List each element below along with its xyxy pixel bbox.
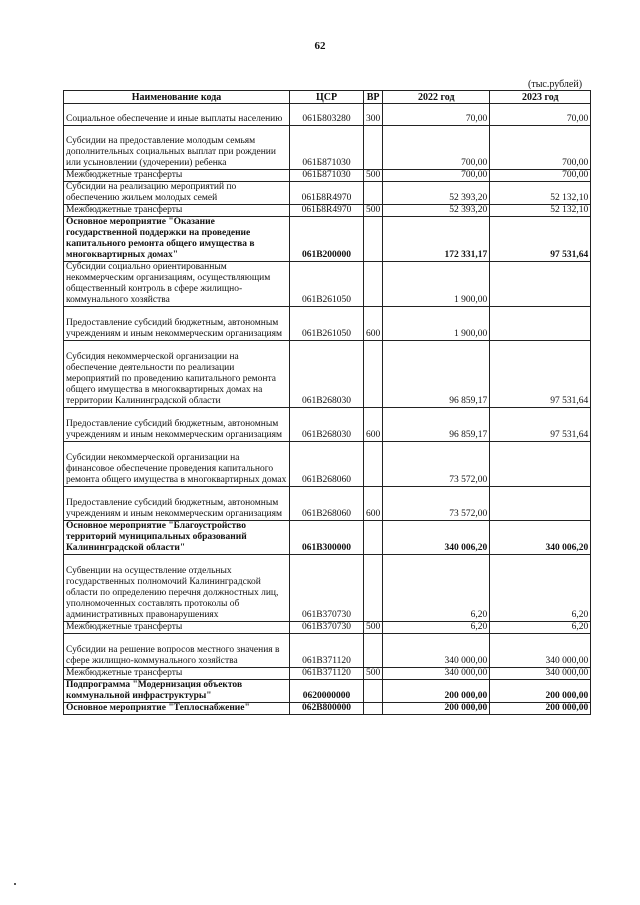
row-name: Субсидия некоммерческой организации на обеспечение деятельности по реализации мероприятий по проведению капитального ремонта общего имущества в многоквартирных домах на территории Калининградской области <box>64 341 290 408</box>
row-2023: 340 006,20 <box>490 521 591 555</box>
row-2022: 172 331,17 <box>383 217 490 262</box>
row-vr: 500 <box>364 170 383 182</box>
row-2022: 70,00 <box>383 104 490 126</box>
scan-mark <box>14 883 16 885</box>
row-vr: 600 <box>364 487 383 521</box>
row-2022: 200 000,00 <box>383 680 490 703</box>
table-row <box>64 104 591 126</box>
row-name: Предоставление субсидий бюджетным, автономным учреждениям и иным некоммерческим организациям <box>64 487 290 521</box>
row-2023: 52 132,10 <box>490 205 591 217</box>
row-vr <box>364 442 383 487</box>
row-code: 061В268030 <box>290 341 364 408</box>
row-name: Межбюджетные трансферты <box>64 622 290 634</box>
row-code: 0620000000 <box>290 680 364 703</box>
row-code: 061Б803280 <box>290 104 364 126</box>
row-2022: 6,20 <box>383 555 490 622</box>
table-row <box>64 126 591 170</box>
row-2023: 700,00 <box>490 126 591 170</box>
table-row <box>64 217 591 262</box>
row-2023: 97 531,64 <box>490 341 591 408</box>
row-2022: 200 000,00 <box>383 703 490 715</box>
row-2022: 73 572,00 <box>383 487 490 521</box>
row-2023: 70,00 <box>490 104 591 126</box>
units-label: (тыс.рублей) <box>528 79 583 90</box>
row-name: Предоставление субсидий бюджетным, автономным учреждениям и иным некоммерческим организациям <box>64 408 290 442</box>
row-2023: 340 000,00 <box>490 668 591 680</box>
row-2023: 97 531,64 <box>490 217 591 262</box>
row-name: Субсидии на решение вопросов местного значения в сфере жилищно-коммунального хозяйства <box>64 634 290 668</box>
row-name: Социальное обеспечение и иные выплаты населению <box>64 104 290 126</box>
row-2022: 6,20 <box>383 622 490 634</box>
row-code: 061В370730 <box>290 622 364 634</box>
row-code: 061В300000 <box>290 521 364 555</box>
table-body <box>64 104 591 715</box>
row-2023 <box>490 442 591 487</box>
row-name: Межбюджетные трансферты <box>64 205 290 217</box>
row-name: Подпрограмма "Модернизация объектов коммунальной инфраструктуры" <box>64 680 290 703</box>
row-code: 061Б8R4970 <box>290 205 364 217</box>
row-2023: 6,20 <box>490 555 591 622</box>
row-name: Основное мероприятие "Оказание государственной поддержки на проведение капитального ремонта общего имущества в многоквартирных домах" <box>64 217 290 262</box>
row-code: 061Б8R4970 <box>290 182 364 205</box>
row-vr: 300 <box>364 104 383 126</box>
row-code: 061В268060 <box>290 487 364 521</box>
row-vr <box>364 182 383 205</box>
table-row <box>64 555 591 622</box>
row-name: Субсидии социально ориентированным некоммерческим организациям, осуществляющим общественный контроль в сфере жилищно-коммунального хозяйства <box>64 262 290 307</box>
row-name: Субсидии на реализацию мероприятий по обеспечению жильем молодых семей <box>64 182 290 205</box>
table-row <box>64 170 591 182</box>
row-2023: 340 000,00 <box>490 634 591 668</box>
row-vr: 500 <box>364 205 383 217</box>
row-2022: 340 006,20 <box>383 521 490 555</box>
row-2022: 52 393,20 <box>383 205 490 217</box>
row-name: Субвенции на осуществление отдельных государственных полномочий Калининградской области по определению перечня должностных лиц, уполномоченных составлять протоколы об административных правонарушениях <box>64 555 290 622</box>
row-code: 061В200000 <box>290 217 364 262</box>
table-row <box>64 487 591 521</box>
row-vr <box>364 634 383 668</box>
row-2022: 73 572,00 <box>383 442 490 487</box>
row-code: 062В800000 <box>290 703 364 715</box>
table-row <box>64 341 591 408</box>
row-code: 061В261050 <box>290 262 364 307</box>
row-2023 <box>490 262 591 307</box>
row-2022: 52 393,20 <box>383 182 490 205</box>
row-vr <box>364 262 383 307</box>
table-row <box>64 680 591 703</box>
row-2022: 340 000,00 <box>383 634 490 668</box>
row-code: 061Б871030 <box>290 170 364 182</box>
row-name: Основное мероприятие "Благоустройство территорий муниципальных образований Калининградской области" <box>64 521 290 555</box>
row-vr <box>364 703 383 715</box>
table-row <box>64 262 591 307</box>
header-name: Наименование кода <box>64 91 290 104</box>
table-row <box>64 182 591 205</box>
row-2022: 1 900,00 <box>383 307 490 341</box>
page-number: 62 <box>314 40 326 52</box>
row-2023: 97 531,64 <box>490 408 591 442</box>
row-name: Основное мероприятие "Теплоснабжение" <box>64 703 290 715</box>
table-row <box>64 205 591 217</box>
row-2022: 700,00 <box>383 126 490 170</box>
row-vr <box>364 680 383 703</box>
row-vr <box>364 341 383 408</box>
row-name: Субсидии некоммерческой организации на финансовое обеспечение проведения капитального ремонта общего имущества в многоквартирных домах <box>64 442 290 487</box>
header-2022: 2022 год <box>383 91 490 104</box>
table-row <box>64 668 591 680</box>
table-row <box>64 307 591 341</box>
row-vr: 500 <box>364 668 383 680</box>
row-2022: 1 900,00 <box>383 262 490 307</box>
row-vr: 500 <box>364 622 383 634</box>
row-name: Предоставление субсидий бюджетным, автономным учреждениям и иным некоммерческим организациям <box>64 307 290 341</box>
header-csr: ЦСР <box>290 91 364 104</box>
row-vr: 600 <box>364 307 383 341</box>
row-2023 <box>490 307 591 341</box>
table-row <box>64 703 591 715</box>
row-code: 061В268060 <box>290 442 364 487</box>
row-2023: 200 000,00 <box>490 680 591 703</box>
row-code: 061В370730 <box>290 555 364 622</box>
row-code: 061В261050 <box>290 307 364 341</box>
row-vr <box>364 521 383 555</box>
row-2023 <box>490 487 591 521</box>
row-name: Субсидии на предоставление молодым семьям дополнительных социальных выплат при рождении или усыновлении (удочерении) ребенка <box>64 126 290 170</box>
row-2022: 340 000,00 <box>383 668 490 680</box>
row-name: Межбюджетные трансферты <box>64 170 290 182</box>
budget-table <box>63 90 591 715</box>
row-code: 061В268030 <box>290 408 364 442</box>
table-row <box>64 408 591 442</box>
row-name: Межбюджетные трансферты <box>64 668 290 680</box>
table-row <box>64 442 591 487</box>
table-row <box>64 521 591 555</box>
table-row <box>64 634 591 668</box>
row-code: 061Б871030 <box>290 126 364 170</box>
row-2022: 96 859,17 <box>383 341 490 408</box>
row-2023: 700,00 <box>490 170 591 182</box>
table-header-row <box>64 91 591 104</box>
row-2023: 200 000,00 <box>490 703 591 715</box>
row-vr <box>364 217 383 262</box>
header-2023: 2023 год <box>490 91 591 104</box>
row-vr <box>364 126 383 170</box>
row-2022: 700,00 <box>383 170 490 182</box>
row-vr <box>364 555 383 622</box>
row-2023: 6,20 <box>490 622 591 634</box>
row-code: 061В371120 <box>290 634 364 668</box>
row-2023: 52 132,10 <box>490 182 591 205</box>
header-vr: ВР <box>364 91 383 104</box>
row-2022: 96 859,17 <box>383 408 490 442</box>
row-vr: 600 <box>364 408 383 442</box>
table-row <box>64 622 591 634</box>
row-code: 061В371120 <box>290 668 364 680</box>
